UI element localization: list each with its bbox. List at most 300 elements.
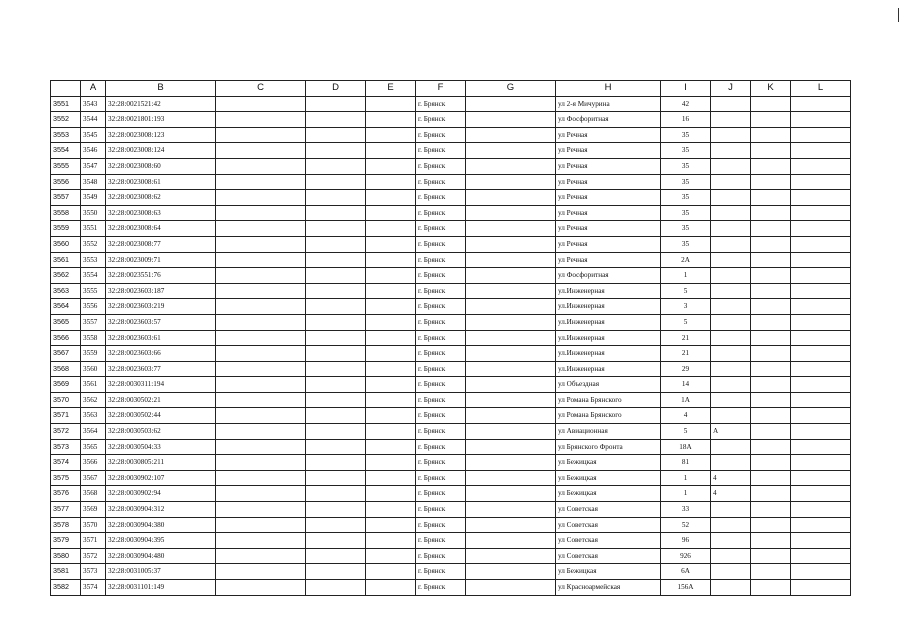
cell-g[interactable] [466, 548, 556, 564]
cell-k[interactable] [751, 361, 791, 377]
cell-d[interactable] [306, 439, 366, 455]
cell-i[interactable]: 35 [661, 127, 711, 143]
cell-i[interactable]: 35 [661, 236, 711, 252]
cell-f[interactable]: г. Брянск [416, 455, 466, 471]
cell-d[interactable] [306, 299, 366, 315]
cell-c[interactable] [216, 377, 306, 393]
cell-e[interactable] [366, 564, 416, 580]
cell-d[interactable] [306, 283, 366, 299]
cell-e[interactable] [366, 377, 416, 393]
cell-c[interactable] [216, 424, 306, 440]
cell-l[interactable] [791, 346, 851, 362]
cell-j[interactable] [711, 377, 751, 393]
cell-l[interactable] [791, 174, 851, 190]
cell-f[interactable]: г. Брянск [416, 439, 466, 455]
cell-b[interactable]: 32:28:0023603:57 [106, 314, 216, 330]
cell-g[interactable] [466, 96, 556, 112]
cell-c[interactable] [216, 112, 306, 128]
cell-c[interactable] [216, 283, 306, 299]
cell-f[interactable]: г. Брянск [416, 299, 466, 315]
cell-d[interactable] [306, 174, 366, 190]
cell-a[interactable]: 3552 [81, 236, 106, 252]
row-number-cell[interactable]: 3551 [51, 96, 81, 112]
cell-b[interactable]: 32:28:0023008:61 [106, 174, 216, 190]
cell-e[interactable] [366, 174, 416, 190]
cell-e[interactable] [366, 424, 416, 440]
cell-a[interactable]: 3548 [81, 174, 106, 190]
cell-l[interactable] [791, 236, 851, 252]
cell-e[interactable] [366, 533, 416, 549]
cell-g[interactable] [466, 517, 556, 533]
cell-l[interactable] [791, 377, 851, 393]
cell-j[interactable] [711, 392, 751, 408]
cell-d[interactable] [306, 221, 366, 237]
cell-i[interactable]: 1 [661, 268, 711, 284]
cell-j[interactable] [711, 127, 751, 143]
cell-d[interactable] [306, 143, 366, 159]
cell-h[interactable]: ул Речная [556, 252, 661, 268]
column-header-e[interactable]: E [366, 81, 416, 97]
cell-i[interactable]: 29 [661, 361, 711, 377]
cell-h[interactable]: ул Речная [556, 190, 661, 206]
cell-c[interactable] [216, 268, 306, 284]
cell-d[interactable] [306, 502, 366, 518]
cell-g[interactable] [466, 361, 556, 377]
cell-a[interactable]: 3546 [81, 143, 106, 159]
cell-a[interactable]: 3550 [81, 205, 106, 221]
cell-h[interactable]: ул Романа Брянского [556, 408, 661, 424]
cell-h[interactable]: ул Речная [556, 205, 661, 221]
cell-k[interactable] [751, 283, 791, 299]
cell-h[interactable]: ул Бежицкая [556, 486, 661, 502]
cell-e[interactable] [366, 236, 416, 252]
cell-k[interactable] [751, 299, 791, 315]
cell-k[interactable] [751, 502, 791, 518]
column-header-c[interactable]: C [216, 81, 306, 97]
column-header-g[interactable]: G [466, 81, 556, 97]
row-number-cell[interactable]: 3561 [51, 252, 81, 268]
cell-l[interactable] [791, 486, 851, 502]
row-number-cell[interactable]: 3563 [51, 283, 81, 299]
cell-i[interactable]: 1 [661, 486, 711, 502]
row-number-cell[interactable]: 3582 [51, 580, 81, 596]
cell-l[interactable] [791, 470, 851, 486]
cell-j[interactable]: 4 [711, 486, 751, 502]
cell-c[interactable] [216, 143, 306, 159]
row-number-cell[interactable]: 3553 [51, 127, 81, 143]
row-number-cell[interactable]: 3577 [51, 502, 81, 518]
cell-k[interactable] [751, 392, 791, 408]
cell-j[interactable] [711, 408, 751, 424]
row-number-cell[interactable]: 3566 [51, 330, 81, 346]
cell-b[interactable]: 32:28:0030503:62 [106, 424, 216, 440]
cell-g[interactable] [466, 346, 556, 362]
cell-b[interactable]: 32:28:0023008:124 [106, 143, 216, 159]
row-number-cell[interactable]: 3575 [51, 470, 81, 486]
cell-g[interactable] [466, 299, 556, 315]
cell-f[interactable]: г. Брянск [416, 236, 466, 252]
cell-e[interactable] [366, 580, 416, 596]
cell-b[interactable]: 32:28:0030502:44 [106, 408, 216, 424]
cell-e[interactable] [366, 548, 416, 564]
cell-i[interactable]: 4 [661, 408, 711, 424]
cell-d[interactable] [306, 486, 366, 502]
cell-h[interactable]: ул Бежицкая [556, 564, 661, 580]
cell-a[interactable]: 3565 [81, 439, 106, 455]
cell-f[interactable]: г. Брянск [416, 190, 466, 206]
cell-i[interactable]: 21 [661, 346, 711, 362]
cell-b[interactable]: 32:28:0030902:107 [106, 470, 216, 486]
cell-d[interactable] [306, 236, 366, 252]
cell-j[interactable] [711, 361, 751, 377]
cell-g[interactable] [466, 252, 556, 268]
cell-d[interactable] [306, 392, 366, 408]
cell-i[interactable]: 96 [661, 533, 711, 549]
cell-l[interactable] [791, 533, 851, 549]
cell-g[interactable] [466, 236, 556, 252]
cell-i[interactable]: 35 [661, 158, 711, 174]
cell-l[interactable] [791, 190, 851, 206]
cell-i[interactable]: 5 [661, 283, 711, 299]
column-header-f[interactable]: F [416, 81, 466, 97]
cell-j[interactable] [711, 112, 751, 128]
cell-c[interactable] [216, 127, 306, 143]
cell-c[interactable] [216, 314, 306, 330]
cell-a[interactable]: 3570 [81, 517, 106, 533]
row-number-cell[interactable]: 3560 [51, 236, 81, 252]
cell-k[interactable] [751, 548, 791, 564]
cell-d[interactable] [306, 330, 366, 346]
cell-f[interactable]: г. Брянск [416, 548, 466, 564]
cell-e[interactable] [366, 470, 416, 486]
cell-j[interactable] [711, 236, 751, 252]
cell-l[interactable] [791, 143, 851, 159]
cell-g[interactable] [466, 408, 556, 424]
cell-g[interactable] [466, 502, 556, 518]
cell-d[interactable] [306, 314, 366, 330]
cell-k[interactable] [751, 330, 791, 346]
cell-d[interactable] [306, 361, 366, 377]
cell-l[interactable] [791, 517, 851, 533]
column-header-b[interactable]: B [106, 81, 216, 97]
cell-h[interactable]: ул.Инженерная [556, 346, 661, 362]
cell-g[interactable] [466, 470, 556, 486]
cell-k[interactable] [751, 127, 791, 143]
cell-e[interactable] [366, 112, 416, 128]
cell-a[interactable]: 3555 [81, 283, 106, 299]
cell-a[interactable]: 3553 [81, 252, 106, 268]
cell-j[interactable] [711, 314, 751, 330]
cell-h[interactable]: ул Брянского Фронта [556, 439, 661, 455]
cell-d[interactable] [306, 517, 366, 533]
row-number-cell[interactable]: 3572 [51, 424, 81, 440]
cell-c[interactable] [216, 221, 306, 237]
cell-j[interactable] [711, 502, 751, 518]
cell-h[interactable]: ул.Инженерная [556, 299, 661, 315]
cell-i[interactable]: 18А [661, 439, 711, 455]
cell-b[interactable]: 32:28:0030904:312 [106, 502, 216, 518]
cell-g[interactable] [466, 190, 556, 206]
cell-i[interactable]: 35 [661, 221, 711, 237]
cell-h[interactable]: ул 2-я Мичурина [556, 96, 661, 112]
cell-d[interactable] [306, 470, 366, 486]
cell-e[interactable] [366, 127, 416, 143]
cell-k[interactable] [751, 252, 791, 268]
cell-e[interactable] [366, 252, 416, 268]
cell-f[interactable]: г. Брянск [416, 143, 466, 159]
cell-h[interactable]: ул Бежицкая [556, 470, 661, 486]
cell-e[interactable] [366, 190, 416, 206]
cell-b[interactable]: 32:28:0023603:219 [106, 299, 216, 315]
cell-j[interactable] [711, 580, 751, 596]
cell-g[interactable] [466, 392, 556, 408]
cell-g[interactable] [466, 283, 556, 299]
cell-f[interactable]: г. Брянск [416, 205, 466, 221]
cell-e[interactable] [366, 268, 416, 284]
cell-c[interactable] [216, 439, 306, 455]
cell-e[interactable] [366, 408, 416, 424]
cell-e[interactable] [366, 283, 416, 299]
cell-l[interactable] [791, 330, 851, 346]
cell-a[interactable]: 3561 [81, 377, 106, 393]
row-number-cell[interactable]: 3580 [51, 548, 81, 564]
cell-h[interactable]: ул Речная [556, 174, 661, 190]
cell-e[interactable] [366, 455, 416, 471]
cell-h[interactable]: ул Речная [556, 236, 661, 252]
cell-b[interactable]: 32:28:0030904:395 [106, 533, 216, 549]
cell-g[interactable] [466, 564, 556, 580]
cell-l[interactable] [791, 112, 851, 128]
column-header-d[interactable]: D [306, 81, 366, 97]
cell-f[interactable]: г. Брянск [416, 314, 466, 330]
cell-g[interactable] [466, 268, 556, 284]
column-header-h[interactable]: H [556, 81, 661, 97]
cell-c[interactable] [216, 96, 306, 112]
cell-j[interactable]: А [711, 424, 751, 440]
cell-b[interactable]: 32:28:0030904:380 [106, 517, 216, 533]
cell-f[interactable]: г. Брянск [416, 174, 466, 190]
row-number-cell[interactable]: 3576 [51, 486, 81, 502]
cell-f[interactable]: г. Брянск [416, 564, 466, 580]
cell-h[interactable]: ул Авиационная [556, 424, 661, 440]
cell-b[interactable]: 32:28:0023603:187 [106, 283, 216, 299]
cell-f[interactable]: г. Брянск [416, 580, 466, 596]
cell-g[interactable] [466, 533, 556, 549]
cell-a[interactable]: 3563 [81, 408, 106, 424]
row-number-cell[interactable]: 3579 [51, 533, 81, 549]
cell-k[interactable] [751, 143, 791, 159]
cell-a[interactable]: 3556 [81, 299, 106, 315]
cell-k[interactable] [751, 174, 791, 190]
cell-a[interactable]: 3551 [81, 221, 106, 237]
cell-l[interactable] [791, 564, 851, 580]
cell-j[interactable] [711, 564, 751, 580]
cell-b[interactable]: 32:28:0021801:193 [106, 112, 216, 128]
cell-f[interactable]: г. Брянск [416, 221, 466, 237]
cell-j[interactable] [711, 268, 751, 284]
cell-l[interactable] [791, 314, 851, 330]
cell-d[interactable] [306, 158, 366, 174]
cell-l[interactable] [791, 299, 851, 315]
cell-l[interactable] [791, 361, 851, 377]
cell-h[interactable]: ул.Инженерная [556, 361, 661, 377]
row-number-cell[interactable]: 3570 [51, 392, 81, 408]
cell-j[interactable] [711, 330, 751, 346]
cell-j[interactable] [711, 299, 751, 315]
cell-d[interactable] [306, 377, 366, 393]
cell-f[interactable]: г. Брянск [416, 330, 466, 346]
cell-k[interactable] [751, 408, 791, 424]
cell-i[interactable]: 42 [661, 96, 711, 112]
cell-b[interactable]: 32:28:0030902:94 [106, 486, 216, 502]
cell-a[interactable]: 3544 [81, 112, 106, 128]
cell-j[interactable] [711, 517, 751, 533]
cell-k[interactable] [751, 517, 791, 533]
cell-c[interactable] [216, 548, 306, 564]
row-number-cell[interactable]: 3565 [51, 314, 81, 330]
cell-e[interactable] [366, 314, 416, 330]
cell-b[interactable]: 32:28:0023551:76 [106, 268, 216, 284]
cell-f[interactable]: г. Брянск [416, 470, 466, 486]
cell-k[interactable] [751, 205, 791, 221]
row-number-cell[interactable]: 3574 [51, 455, 81, 471]
row-number-cell[interactable]: 3581 [51, 564, 81, 580]
cell-b[interactable]: 32:28:0023008:62 [106, 190, 216, 206]
cell-g[interactable] [466, 143, 556, 159]
cell-g[interactable] [466, 158, 556, 174]
cell-c[interactable] [216, 236, 306, 252]
cell-a[interactable]: 3549 [81, 190, 106, 206]
cell-e[interactable] [366, 330, 416, 346]
cell-e[interactable] [366, 221, 416, 237]
cell-f[interactable]: г. Брянск [416, 252, 466, 268]
cell-j[interactable] [711, 533, 751, 549]
cell-f[interactable]: г. Брянск [416, 424, 466, 440]
cell-j[interactable] [711, 158, 751, 174]
cell-e[interactable] [366, 143, 416, 159]
cell-f[interactable]: г. Брянск [416, 408, 466, 424]
cell-l[interactable] [791, 424, 851, 440]
cell-h[interactable]: ул Объездная [556, 377, 661, 393]
corner-header[interactable] [51, 81, 81, 97]
cell-c[interactable] [216, 392, 306, 408]
column-header-l[interactable]: L [791, 81, 851, 97]
cell-f[interactable]: г. Брянск [416, 377, 466, 393]
cell-d[interactable] [306, 205, 366, 221]
cell-a[interactable]: 3543 [81, 96, 106, 112]
cell-k[interactable] [751, 580, 791, 596]
cell-l[interactable] [791, 580, 851, 596]
cell-d[interactable] [306, 580, 366, 596]
cell-k[interactable] [751, 346, 791, 362]
cell-l[interactable] [791, 408, 851, 424]
cell-g[interactable] [466, 314, 556, 330]
cell-h[interactable]: ул Романа Брянского [556, 392, 661, 408]
cell-b[interactable]: 32:28:0023603:66 [106, 346, 216, 362]
cell-h[interactable]: ул Речная [556, 127, 661, 143]
column-header-i[interactable]: I [661, 81, 711, 97]
cell-c[interactable] [216, 533, 306, 549]
row-number-cell[interactable]: 3564 [51, 299, 81, 315]
cell-c[interactable] [216, 564, 306, 580]
cell-l[interactable] [791, 96, 851, 112]
cell-f[interactable]: г. Брянск [416, 392, 466, 408]
cell-i[interactable]: 35 [661, 143, 711, 159]
cell-e[interactable] [366, 158, 416, 174]
cell-i[interactable]: 5 [661, 424, 711, 440]
cell-f[interactable]: г. Брянск [416, 517, 466, 533]
cell-i[interactable]: 33 [661, 502, 711, 518]
cell-k[interactable] [751, 424, 791, 440]
cell-i[interactable]: 1 [661, 470, 711, 486]
cell-c[interactable] [216, 580, 306, 596]
cell-k[interactable] [751, 190, 791, 206]
cell-j[interactable]: 4 [711, 470, 751, 486]
cell-a[interactable]: 3564 [81, 424, 106, 440]
cell-l[interactable] [791, 455, 851, 471]
cell-j[interactable] [711, 252, 751, 268]
cell-b[interactable]: 32:28:0023008:60 [106, 158, 216, 174]
cell-b[interactable]: 32:28:0031005:37 [106, 564, 216, 580]
cell-f[interactable]: г. Брянск [416, 268, 466, 284]
cell-a[interactable]: 3568 [81, 486, 106, 502]
cell-d[interactable] [306, 564, 366, 580]
cell-l[interactable] [791, 221, 851, 237]
cell-b[interactable]: 32:28:0031101:149 [106, 580, 216, 596]
cell-b[interactable]: 32:28:0023603:77 [106, 361, 216, 377]
cell-k[interactable] [751, 314, 791, 330]
cell-c[interactable] [216, 470, 306, 486]
cell-e[interactable] [366, 361, 416, 377]
row-number-cell[interactable]: 3559 [51, 221, 81, 237]
cell-h[interactable]: ул Речная [556, 143, 661, 159]
cell-c[interactable] [216, 455, 306, 471]
cell-j[interactable] [711, 548, 751, 564]
cell-j[interactable] [711, 96, 751, 112]
row-number-cell[interactable]: 3568 [51, 361, 81, 377]
cell-j[interactable] [711, 455, 751, 471]
cell-g[interactable] [466, 439, 556, 455]
cell-e[interactable] [366, 392, 416, 408]
cell-i[interactable]: 21 [661, 330, 711, 346]
cell-d[interactable] [306, 548, 366, 564]
cell-j[interactable] [711, 283, 751, 299]
cell-j[interactable] [711, 190, 751, 206]
cell-d[interactable] [306, 346, 366, 362]
cell-l[interactable] [791, 283, 851, 299]
row-number-cell[interactable]: 3554 [51, 143, 81, 159]
cell-k[interactable] [751, 221, 791, 237]
cell-i[interactable]: 52 [661, 517, 711, 533]
cell-d[interactable] [306, 268, 366, 284]
cell-i[interactable]: 16 [661, 112, 711, 128]
cell-c[interactable] [216, 502, 306, 518]
cell-d[interactable] [306, 533, 366, 549]
cell-i[interactable]: 81 [661, 455, 711, 471]
cell-c[interactable] [216, 408, 306, 424]
cell-j[interactable] [711, 143, 751, 159]
cell-g[interactable] [466, 424, 556, 440]
cell-l[interactable] [791, 127, 851, 143]
cell-i[interactable]: 156А [661, 580, 711, 596]
row-number-cell[interactable]: 3552 [51, 112, 81, 128]
row-number-cell[interactable]: 3557 [51, 190, 81, 206]
cell-a[interactable]: 3573 [81, 564, 106, 580]
cell-k[interactable] [751, 377, 791, 393]
cell-g[interactable] [466, 455, 556, 471]
cell-c[interactable] [216, 299, 306, 315]
cell-b[interactable]: 32:28:0023009:71 [106, 252, 216, 268]
